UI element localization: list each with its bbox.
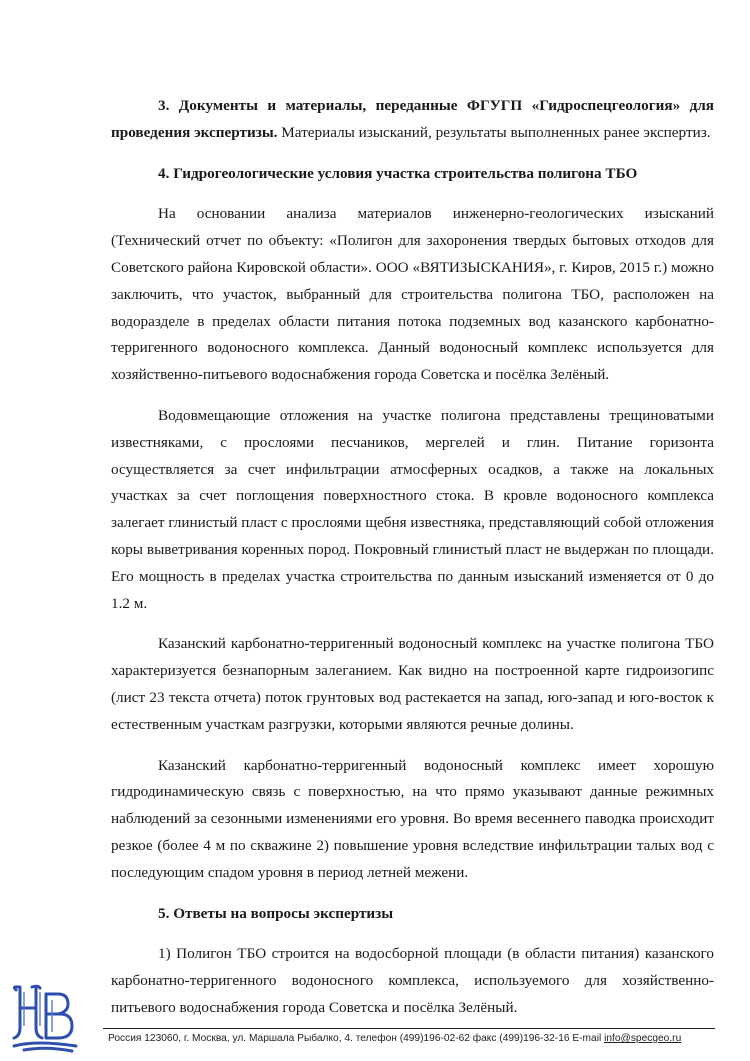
section-5-paragraph-1: 1) Полигон ТБО строится на водосборной площади (в области питания) казанского карбонатно-терригенного водоносного комплекса, используемого для хозяйственно-питьевого водоснабжения города Советска и посёлка Зелёный.	[111, 945, 714, 1016]
section-3-paragraph	[111, 93, 714, 147]
section-3-text: Материалы изысканий, результаты выполненных ранее экспертиз.	[277, 123, 711, 141]
section-4-heading: 4. Гидрогеологические условия участка строительства полигона ТБО	[158, 164, 638, 182]
section-3-heading: 3. Документы и материалы, переданные ФГУГП «Гидроспецгеология» для проведения экспертизы.	[111, 97, 714, 141]
organization-monogram-logo-icon	[6, 984, 86, 1056]
section-4-paragraph-1: На основании анализа материалов инженерно-геологических изысканий (Технический отчет по объекту: «Полигон для захоронения твердых бытовых отходов для Советского района Кировской области». ООО «ВЯТИЗЫСКАНИЯ», г. Киров, 2015 г.) можно заключить, что участок, выбранный для строительства полигона ТБО, расположен на водоразделе в пределах области питания потока подземных вод казанского карбонатно-терригенного водоносного комплекса. Данный водоносный комплекс используется для хозяйственно-питьевого водоснабжения города Советска и посёлка Зелёный.	[111, 205, 714, 384]
section-4-paragraph-4: Казанский карбонатно-терригенный водоносный комплекс имеет хорошую гидродинамическую связь с поверхностью, на что прямо указывают данные режимных наблюдений за сезонными изменениями его уровня. Во время весеннего паводка происходит резкое (более 4 м по скважине 2) повышение уровня вследствие инфильтрации талых вод с последующим спадом уровня в период летней межени.	[111, 756, 714, 881]
footer-address: Россия 123060, г. Москва, ул. Маршала Рыбалко, 4. телефон (499)196-02-62 факс (499)196-32-16 E-mail	[108, 1033, 605, 1044]
document-body	[111, 93, 714, 1022]
section-5-heading: 5. Ответы на вопросы экспертизы	[158, 904, 394, 922]
section-4-paragraph-2: Водовмещающие отложения на участке полигона представлены трещиноватыми известняками, с прослоями песчаников, мергелей и глин. Питание горизонта осуществляется за счет инфильтрации атмосферных осадков, а также на локальных участках за счет поглощения поверхностного стока. В кровле водоносного комплекса залегает глинистый пласт с прослоями щебня известняка, представляющий собой отложения коры выветривания коренных пород. Покровный глинистый пласт не выдержан по площади. Его мощность в пределах участка строительства по данным изысканий изменяется от 0 до 1.2 м.	[111, 406, 714, 612]
footer-contacts	[108, 1033, 728, 1044]
footer-divider	[103, 1028, 715, 1029]
footer-email-link[interactable]: info@specgeo.ru	[604, 1033, 682, 1044]
section-4-paragraph-3: Казанский карбонатно-терригенный водоносный комплекс на участке полигона ТБО характеризуется безнапорным залеганием. Как видно на построенной карте гидроизогипс (лист 23 текста отчета) поток грунтовых вод растекается на запад, юго-запад и юго-восток к естественным участкам разгрузки, которыми являются речные долины.	[111, 635, 714, 733]
